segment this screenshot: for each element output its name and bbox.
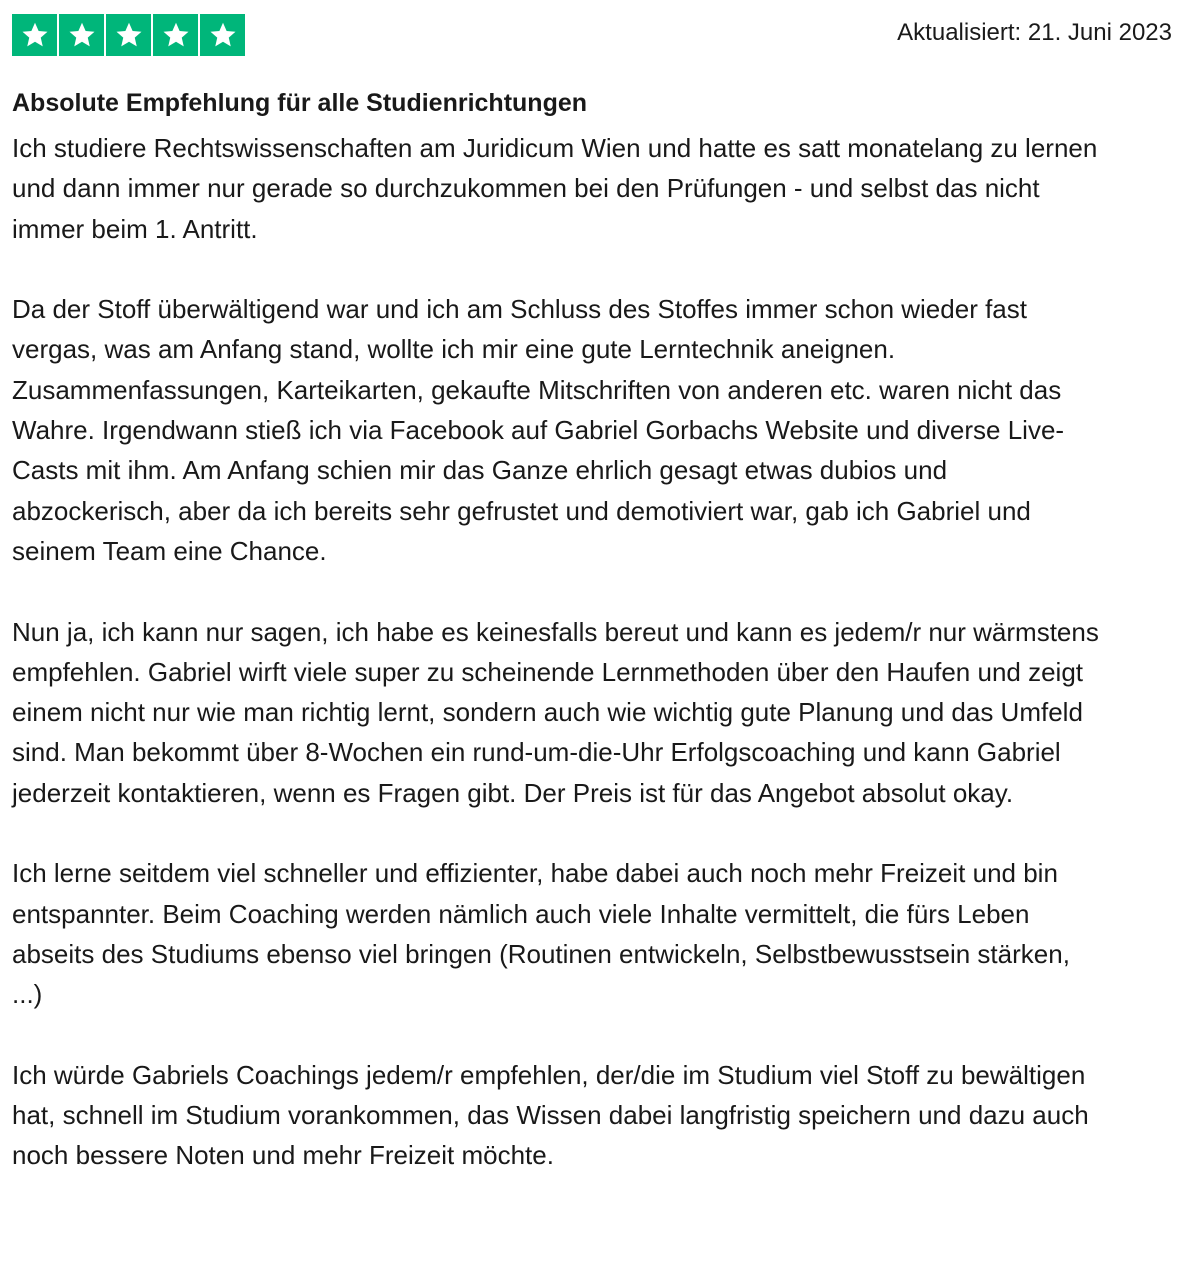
- star-icon: [59, 14, 104, 56]
- star-icon: [12, 14, 57, 56]
- star-icon: [200, 14, 245, 56]
- review-paragraph: Ich lerne seitdem viel schneller und effizienter, habe dabei auch noch mehr Freizeit und bin entspannter. Beim Coaching werden nämlich auch viele Inhalte vermittelt, die fürs Leben abseits des Studiums ebenso viel bringen (Routinen entwickeln, Selbstbewusstsein stärken, ...): [12, 858, 1070, 1010]
- review-paragraph: Da der Stoff überwältigend war und ich am Schluss des Stoffes immer schon wieder fast vergas, was am Anfang stand, wollte ich mir eine gute Lerntechnik aneignen. Zusammenfassungen, Karteikarten, gekaufte Mitschriften von anderen etc. waren nicht das Wahre. Irgendwann stieß ich via Facebook auf Gabriel Gorbachs Website und diverse Live-Casts mit ihm. Am Anfang schien mir das Ganze ehrlich gesagt etwas dubios und abzockerisch, aber da ich bereits sehr gefrustet und demotiviert war, gab ich Gabriel und seinem Team eine Chance.: [12, 294, 1065, 566]
- review-date: Aktualisiert: 21. Juni 2023: [897, 19, 1172, 46]
- review-paragraph: Ich studiere Rechtswissenschaften am Juridicum Wien und hatte es satt monatelang zu lernen und dann immer nur gerade so durchzukommen bei den Prüfungen - und selbst das nicht immer beim 1. Antritt.: [12, 133, 1098, 244]
- review-paragraph: Nun ja, ich kann nur sagen, ich habe es keinesfalls bereut und kann es jedem/r nur wärmstens empfehlen. Gabriel wirft viele super zu scheinende Lernmethoden über den Haufen und zeigt einem nicht nur wie man richtig lernt, sondern auch wie wichtig gute Planung und das Umfeld sind. Man bekommt über 8-Wochen ein rund-um-die-Uhr Erfolgscoaching und kann Gabriel jederzeit kontaktieren, wenn es Fragen gibt. Der Preis ist für das Angebot absolut okay.: [12, 616, 1099, 808]
- review-header: [12, 14, 1172, 56]
- star-rating: [12, 14, 245, 56]
- star-icon: [153, 14, 198, 56]
- review-paragraph: Ich würde Gabriels Coachings jedem/r empfehlen, der/die im Studium viel Stoff zu bewältigen hat, schnell im Studium vorankommen, das Wissen dabei langfristig speichern und dazu auch noch bessere Noten und mehr Freizeit möchte.: [12, 1059, 1089, 1171]
- review-body: [12, 128, 1102, 1176]
- review-card: [12, 14, 1172, 1176]
- star-icon: [106, 14, 151, 56]
- review-title: Absolute Empfehlung für alle Studienrichtungen: [12, 89, 588, 117]
